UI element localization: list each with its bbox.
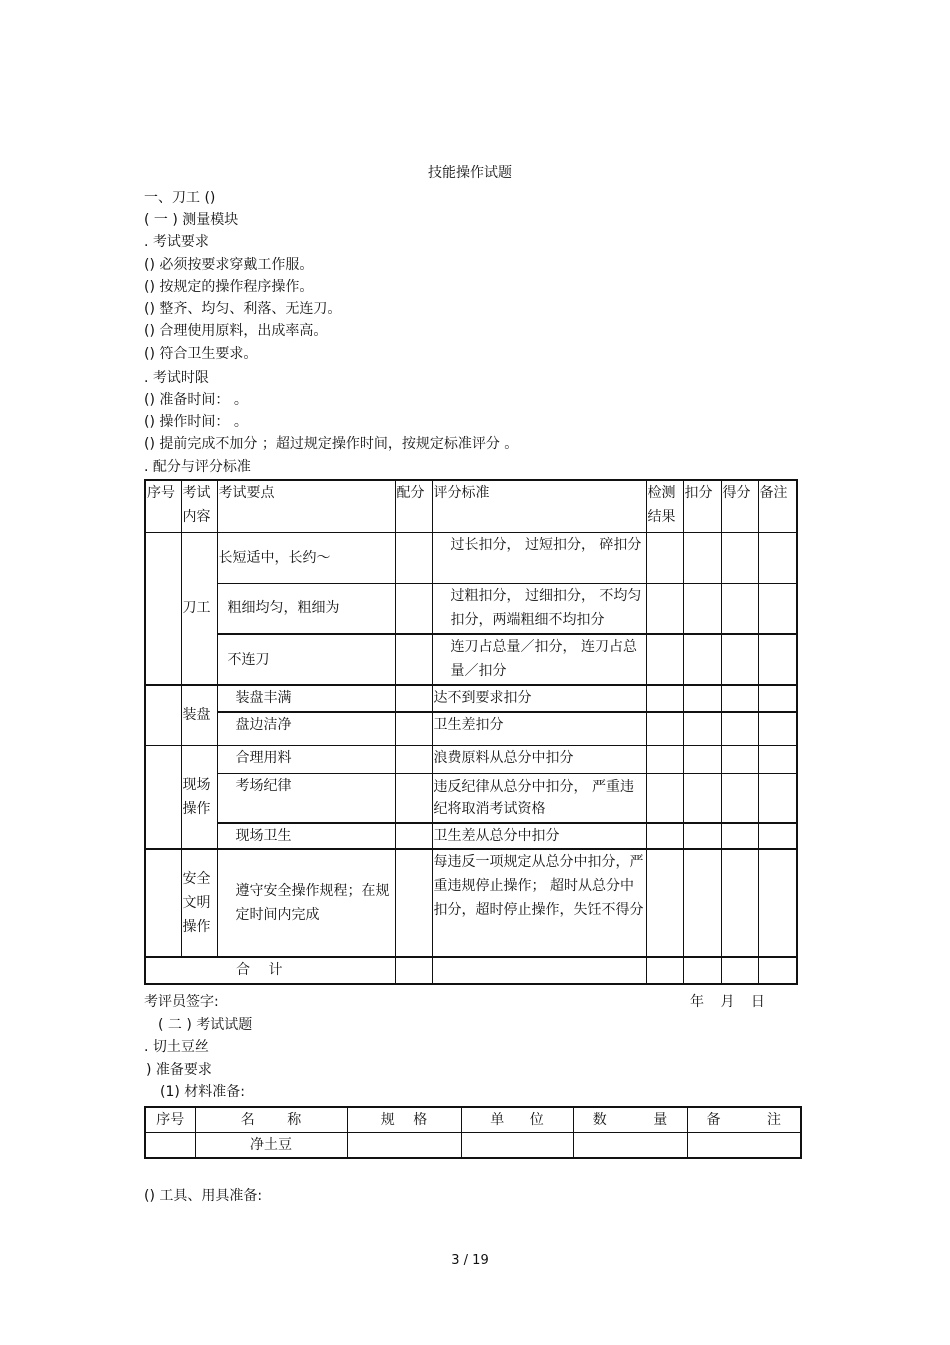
empty-cell <box>758 712 797 745</box>
empty-cell <box>758 849 797 957</box>
point-cell: 现场卫生 <box>217 823 395 849</box>
empty-cell <box>646 773 683 823</box>
time-limit-item: () 操作时间： 。 <box>144 414 248 430</box>
point-cell: 遵守安全操作规程；在规定时间内完成 <box>217 849 395 957</box>
criteria-cell: 过粗扣分， 过细扣分， 不均匀扣分，两端粗细不均扣分 <box>432 583 646 634</box>
empty-cell <box>721 849 758 957</box>
table-header-row <box>145 480 797 532</box>
table-row <box>145 712 797 745</box>
empty-cell <box>395 957 432 984</box>
content-cell: 刀工 <box>181 532 217 685</box>
empty-cell <box>683 745 721 773</box>
point-cell: 合理用料 <box>217 745 395 773</box>
empty-cell <box>683 773 721 823</box>
empty-cell <box>758 583 797 634</box>
table-row <box>145 583 797 634</box>
empty-cell <box>683 685 721 712</box>
empty-cell <box>758 634 797 685</box>
empty-cell <box>721 745 758 773</box>
header-cell: 备 注 <box>687 1107 801 1133</box>
requirement-item: () 按规定的操作程序操作。 <box>144 279 314 295</box>
empty-cell <box>721 634 758 685</box>
tools-heading: () 工具、用具准备: <box>144 1188 263 1204</box>
total-row <box>145 957 797 984</box>
empty-cell <box>683 957 721 984</box>
content-cell: 装盘 <box>181 685 217 745</box>
requirement-item: () 合理使用原料，出成率高。 <box>144 323 328 339</box>
empty-cell <box>683 823 721 849</box>
criteria-cell: 达不到要求扣分 <box>432 685 646 712</box>
materials-table <box>144 1106 802 1159</box>
criteria-cell: 卫生差扣分 <box>432 712 646 745</box>
empty-cell <box>721 773 758 823</box>
empty-cell <box>395 849 432 957</box>
empty-cell <box>395 823 432 849</box>
empty-cell <box>721 957 758 984</box>
criteria-cell: 过长扣分， 过短扣分， 碎扣分 <box>432 532 646 583</box>
empty-cell <box>683 532 721 583</box>
preparation-heading: ) 准备要求 <box>146 1062 212 1078</box>
empty-cell <box>646 685 683 712</box>
empty-cell <box>721 823 758 849</box>
subsection-heading-measurement: ( 一 ) 测量模块 <box>144 212 239 228</box>
header-cell: 扣分 <box>683 480 721 532</box>
empty-cell <box>721 583 758 634</box>
page-title: 技能操作试题 <box>428 165 512 181</box>
empty-cell <box>683 849 721 957</box>
empty-cell <box>683 712 721 745</box>
empty-cell <box>646 957 683 984</box>
empty-cell <box>758 823 797 849</box>
empty-cell <box>758 957 797 984</box>
scoring-heading: . 配分与评分标准 <box>144 459 251 475</box>
table-cell: 净土豆 <box>195 1133 347 1159</box>
table-row <box>145 685 797 712</box>
seq-cell <box>145 532 181 685</box>
time-limit-heading: . 考试时限 <box>144 370 209 386</box>
empty-cell <box>683 583 721 634</box>
requirements-heading: . 考试要求 <box>144 234 209 250</box>
point-cell: 粗细均匀，粗细为 <box>217 583 395 634</box>
empty-cell <box>395 634 432 685</box>
point-cell: 考场纪律 <box>217 773 395 823</box>
table-cell <box>573 1133 687 1159</box>
empty-cell <box>646 823 683 849</box>
point-cell: 不连刀 <box>217 634 395 685</box>
header-cell: 数 量 <box>573 1107 687 1133</box>
table-row <box>145 823 797 849</box>
empty-cell <box>721 532 758 583</box>
header-cell: 评分标准 <box>432 480 646 532</box>
header-cell: 检测结果 <box>646 480 683 532</box>
header-cell: 考试内容 <box>181 480 217 532</box>
scoring-table <box>144 479 798 985</box>
seq-cell <box>145 849 181 957</box>
page-number: 3 / 19 <box>451 1253 489 1268</box>
table-row <box>145 532 797 583</box>
empty-cell <box>721 685 758 712</box>
table-row <box>145 849 797 957</box>
empty-cell <box>758 745 797 773</box>
empty-cell <box>395 532 432 583</box>
empty-cell <box>646 745 683 773</box>
header-cell: 名 称 <box>195 1107 347 1133</box>
examiner-signature-label: 考评员签字: <box>144 994 219 1010</box>
empty-cell <box>395 745 432 773</box>
requirement-item: () 符合卫生要求。 <box>144 346 258 362</box>
subsection-heading-exam-questions: ( 二 ) 考试试题 <box>158 1017 253 1033</box>
point-cell: 长短适中，长约～ <box>217 532 395 583</box>
empty-cell <box>646 532 683 583</box>
empty-cell <box>395 773 432 823</box>
materials-heading: (1) 材料准备: <box>160 1084 245 1100</box>
content-cell: 安全文明操作 <box>181 849 217 957</box>
header-cell: 备注 <box>758 480 797 532</box>
requirement-item: () 必须按要求穿戴工作服。 <box>144 257 314 273</box>
table-cell <box>347 1133 461 1159</box>
criteria-cell: 每违反一项规定从总分中扣分，严重违规停止操作； 超时从总分中扣分，超时停止操作，失饪不得分 <box>432 849 646 957</box>
table-cell <box>461 1133 573 1159</box>
table-row <box>145 1133 801 1159</box>
empty-cell <box>395 685 432 712</box>
point-cell: 盘边洁净 <box>217 712 395 745</box>
empty-cell <box>646 849 683 957</box>
header-cell: 配分 <box>395 480 432 532</box>
table-cell <box>145 1133 195 1159</box>
empty-cell <box>758 532 797 583</box>
empty-cell <box>395 712 432 745</box>
empty-cell <box>646 583 683 634</box>
header-cell: 考试要点 <box>217 480 395 532</box>
time-limit-item: () 提前完成不加分 ；超过规定操作时间，按规定标准评分 。 <box>144 436 519 452</box>
time-limit-item: () 准备时间： 。 <box>144 392 248 408</box>
date-label: 年 月 日 <box>690 994 765 1010</box>
table-row <box>145 773 797 823</box>
empty-cell <box>395 583 432 634</box>
total-label: 合 计 <box>145 957 395 984</box>
empty-cell <box>758 685 797 712</box>
question-title: . 切土豆丝 <box>144 1039 209 1055</box>
empty-cell <box>683 634 721 685</box>
seq-cell <box>145 745 181 849</box>
criteria-cell: 卫生差从总分中扣分 <box>432 823 646 849</box>
header-cell: 序号 <box>145 480 181 532</box>
table-cell <box>687 1133 801 1159</box>
requirement-item: () 整齐、均匀、利落、无连刀。 <box>144 301 342 317</box>
empty-cell <box>646 712 683 745</box>
seq-cell <box>145 685 181 745</box>
table-row <box>145 634 797 685</box>
content-cell: 现场操作 <box>181 745 217 849</box>
header-cell: 规 格 <box>347 1107 461 1133</box>
empty-cell <box>721 712 758 745</box>
header-cell: 序号 <box>145 1107 195 1133</box>
empty-cell <box>758 773 797 823</box>
empty-cell <box>646 634 683 685</box>
table-row <box>145 745 797 773</box>
criteria-cell: 违反纪律从总分中扣分， 严重违纪将取消考试资格 <box>432 773 646 823</box>
criteria-cell: 连刀占总量／扣分， 连刀占总量／扣分 <box>432 634 646 685</box>
point-cell: 装盘丰满 <box>217 685 395 712</box>
table-header-row <box>145 1107 801 1133</box>
section-heading-knife-work: 一、刀工 () <box>144 190 216 206</box>
empty-cell <box>432 957 646 984</box>
criteria-cell: 浪费原料从总分中扣分 <box>432 745 646 773</box>
header-cell: 得分 <box>721 480 758 532</box>
header-cell: 单 位 <box>461 1107 573 1133</box>
